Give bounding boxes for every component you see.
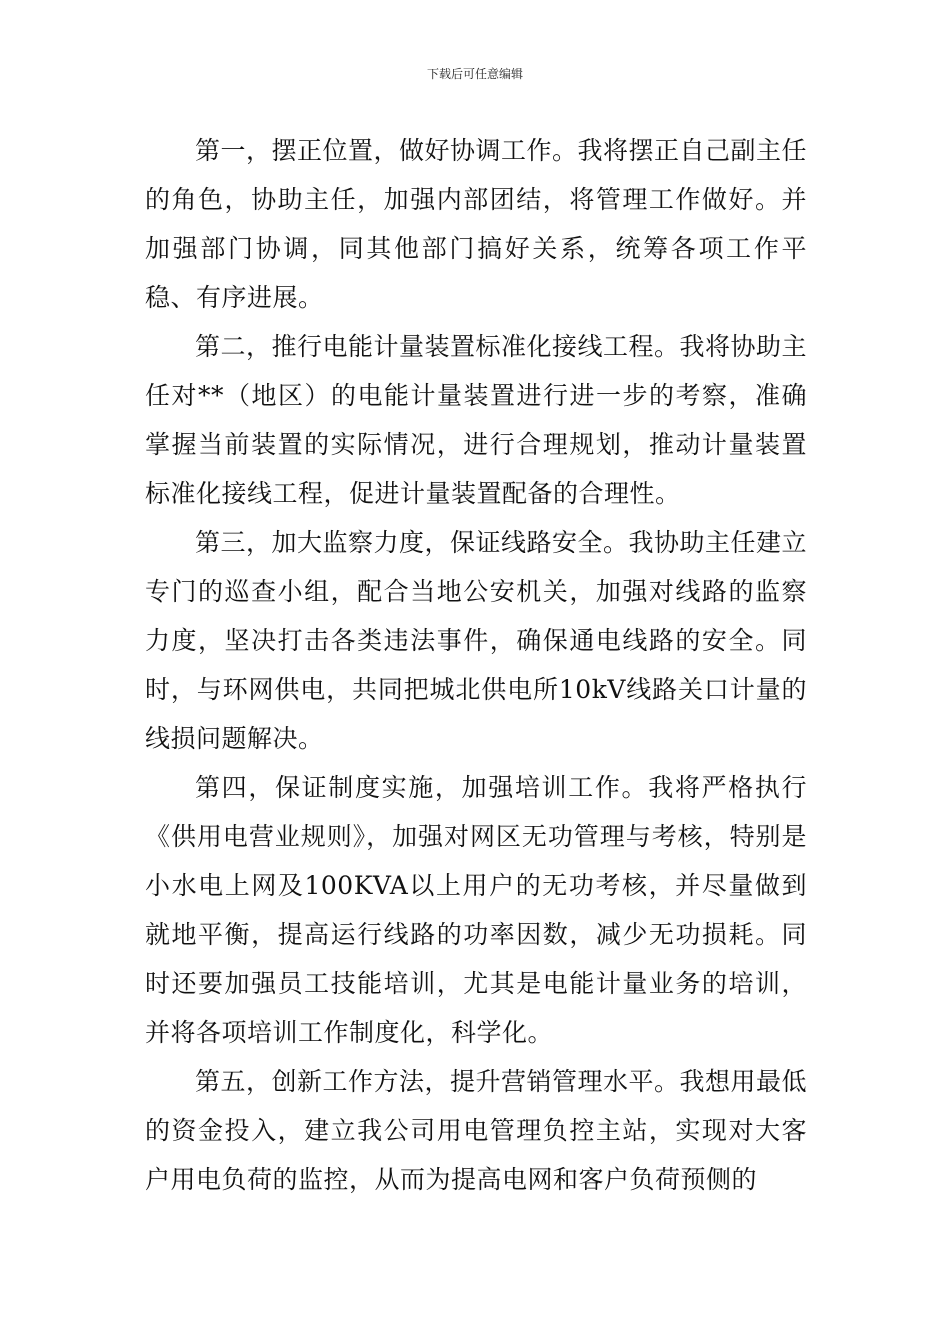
page-header: 下载后可任意编辑 (426, 67, 523, 81)
paragraph-4: 第四，保证制度实施，加强培训工作。我将严格执行《供用电营业规则》，加强对网区无功管理与考核，特别是小水电上网及100KVA以上用户的无功考核，并尽量做到就地平衡，提高运行线路的功率因数，减少无功损耗。同时还要加强员工技能培训，尤其是电能计量业务的培训，并将各项培训工作制度化，科学化。 (145, 773, 807, 1047)
paragraph-5: 第五，创新工作方法，提升营销管理水平。我想用最低的资金投入，建立我公司用电管理负控主站，实现对大客户用电负荷的监控，从而为提高电网和客户负荷预侧的 (145, 1067, 808, 1194)
paragraph-2: 第二，推行电能计量装置标准化接线工程。我将协助主任对**（地区）的电能计量装置进行进一步的考察，准确掌握当前装置的实际情况，进行合理规划，推动计量装置标准化接线工程，促进计量装置配备的合理性。 (145, 332, 808, 508)
paragraph-1: 第一，摆正位置，做好协调工作。我将摆正自己副主任的角色，协助主任，加强内部团结，将管理工作做好。并加强部门协调，同其他部门搞好关系，统筹各项工作平稳、有序进展。 (145, 136, 808, 312)
paragraph-3: 第三，加大监察力度，保证线路安全。我协助主任建立专门的巡查小组，配合当地公安机关，加强对线路的监察力度，坚决打击各类违法事件，确保通电线路的安全。同时，与环网供电，共同把城北供电所10kV线路关口计量的线损问题解决。 (145, 528, 808, 753)
document-body (145, 126, 807, 1204)
